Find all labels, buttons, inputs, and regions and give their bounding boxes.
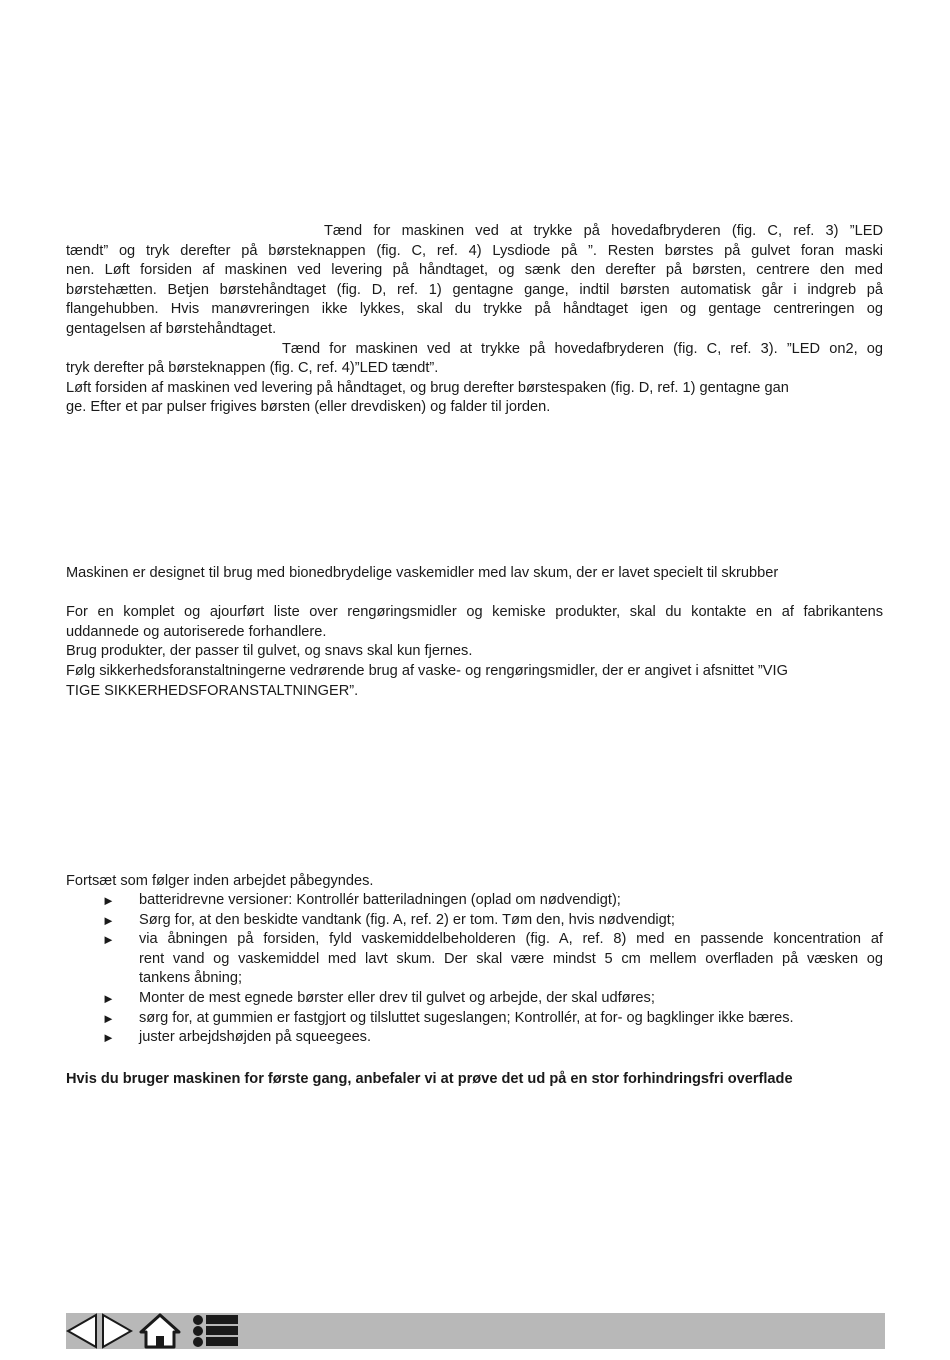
paragraph-spacer <box>66 584 883 604</box>
bullet-arrow-icon: ► <box>102 1010 115 1026</box>
toc-list-icon[interactable] <box>192 1313 240 1349</box>
list-item <box>66 930 883 989</box>
list-item-text: via åbningen på forsiden, fyld vaskemiddelbeholderen (fig. A, ref. 8) med en passende koncentration af <box>139 931 883 948</box>
paragraph-line: Tænd for maskinen ved at trykke på hovedafbryderen (fig. C, ref. 3). ”LED on2, og <box>282 340 883 357</box>
next-page-icon[interactable] <box>101 1313 133 1349</box>
preparation-bullet-list <box>66 891 883 1048</box>
paragraph-line: Maskinen er designet til brug med bionedbrydelige vaskemidler med lav skum, der er lavet specielt til skrubber <box>66 565 779 581</box>
footer-bar <box>66 1313 885 1349</box>
paragraph-line: uddannede og autoriserede forhandlere. <box>66 623 327 640</box>
note-text: Hvis du bruger maskinen for første gang, anbefaler vi at prøve det ud på en stor forhindringsfri overflade <box>66 1071 793 1087</box>
bullet-arrow-icon: ► <box>102 912 115 928</box>
list-item <box>66 891 883 911</box>
list-item-text: tankens åbning; <box>139 970 243 987</box>
list-item-text: rent vand og vaskemiddel med lavt skum. Der skal være mindst 5 cm mellem overfladen på væsken og <box>139 950 883 967</box>
list-item-text: batteridrevne versioner: Kontrollér batteriladningen (oplad om nødvendigt); <box>139 892 621 908</box>
list-item-text: Monter de mest egnede børster eller drev til gulvet og arbejde, der skal udføres; <box>139 989 655 1006</box>
bullet-arrow-icon: ► <box>102 932 115 948</box>
paragraph-line: børstehætten. Betjen børstehåndtaget (fig. D, ref. 1) gentagne gange, indtil børsten automatisk går i indgreb på <box>66 281 883 298</box>
paragraph-line: TIGE SIKKERHEDSFORANSTALTNINGER”. <box>66 682 359 699</box>
bullet-arrow-icon: ► <box>102 990 115 1006</box>
paragraph-line: tændt” og tryk derefter på børsteknappen (fig. C, ref. 4) Lysdiode på ”. Resten børstes på gulvet foran maski <box>66 242 883 259</box>
list-item-text: juster arbejdshøjden på squeegees. <box>139 1029 372 1046</box>
paragraph-line: Følg sikkerhedsforanstaltningerne vedrørende brug af vaske- og rengøringsmidler, der er angivet i afsnittet ”VIG <box>66 662 788 679</box>
section-detergents <box>66 564 883 701</box>
list-item <box>66 911 883 931</box>
first-use-note <box>66 1070 883 1090</box>
list-item <box>66 1028 883 1048</box>
prev-page-icon[interactable] <box>66 1313 98 1349</box>
list-item <box>66 989 883 1009</box>
paragraph-line: Tænd for maskinen ved at trykke på hovedafbryderen (fig. C, ref. 3) ”LED <box>324 223 883 239</box>
home-icon[interactable] <box>139 1313 181 1349</box>
list-item-text: Sørg for, at den beskidte vandtank (fig. A, ref. 2) er tom. Tøm den, hvis nødvendigt; <box>139 911 675 928</box>
paragraph-line: Brug produkter, der passer til gulvet, og snavs skal kun fjernes. <box>66 643 473 660</box>
paragraph-line: For en komplet og ajourført liste over rengøringsmidler og kemiske produkter, skal du kontakte en af fabrikantens <box>66 604 883 621</box>
bullet-arrow-icon: ► <box>102 893 115 908</box>
paragraph-line: flangehubben. Hvis manøvreringen ikke lykkes, skal du trykke på håndtaget igen og gentage centreringen og <box>66 301 883 318</box>
bullet-arrow-icon: ► <box>102 1030 115 1046</box>
intro-text: Fortsæt som følger inden arbejdet påbegyndes. <box>66 873 374 889</box>
list-item <box>66 1009 883 1029</box>
paragraph-line: gentagelsen af børstehåndtaget. <box>66 320 277 337</box>
paragraph-line: Løft forsiden af maskinen ved levering på håndtaget, og brug derefter børstespaken (fig. D, ref. 1) gentagne gan <box>66 379 789 396</box>
paragraph-line: tryk derefter på børsteknappen (fig. C, ref. 4)”LED tændt”. <box>66 360 439 377</box>
paragraph-line: ge. Efter et par pulser frigives børsten (eller drevdisken) og falder til jorden. <box>66 399 551 416</box>
paragraph-line: nen. Løft forsiden af maskinen ved levering på håndtaget, og sænk den derefter på børsten, centrere den med <box>66 262 883 279</box>
list-item-text: sørg for, at gummien er fastgjort og tilsluttet sugeslangen; Kontrollér, at for- og bagklinger ikke bæres. <box>139 1009 794 1026</box>
section-preparation <box>66 872 883 892</box>
section-brush-fitting <box>66 222 883 418</box>
